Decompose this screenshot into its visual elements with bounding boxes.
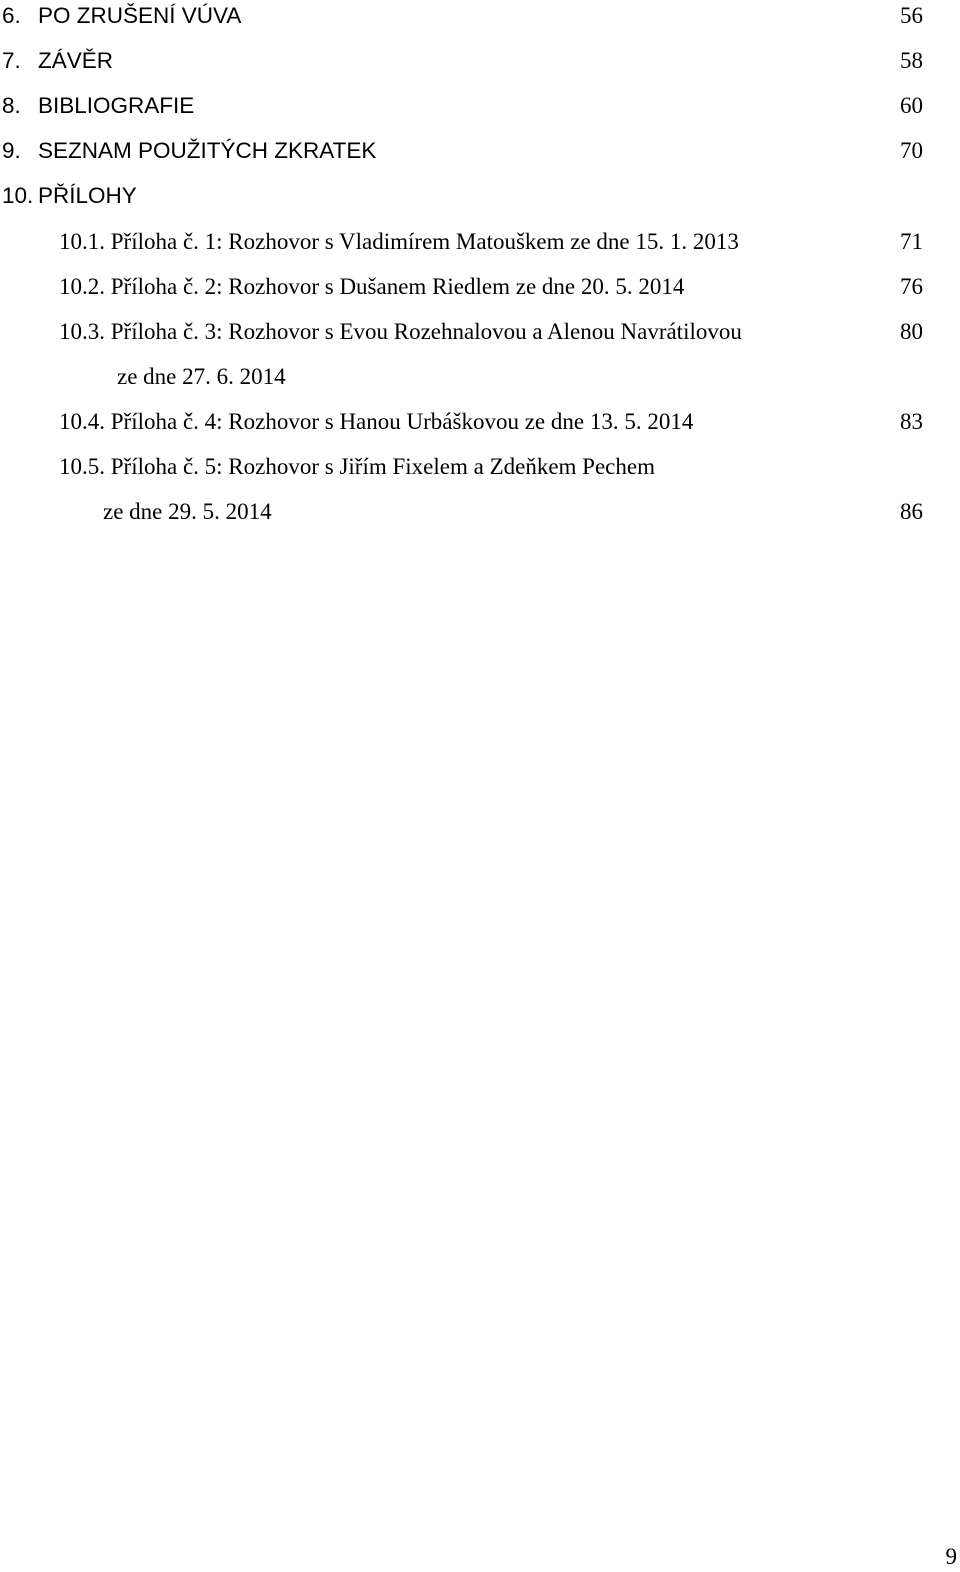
toc-entry-9 (2, 136, 376, 166)
toc-entry-title: PO ZRUŠENÍ VÚVA (38, 3, 242, 28)
toc-page-number: 76 (900, 274, 923, 299)
toc-entry-10-3 (59, 317, 742, 347)
toc-page-number: 56 (900, 3, 923, 28)
toc-entry-number: 8. (2, 93, 21, 118)
toc-page-number: 83 (900, 409, 923, 434)
toc-entry-number: 7. (2, 48, 21, 73)
toc-entry-title-continuation: ze dne 29. 5. 2014 (103, 499, 272, 524)
toc-entry-title-continuation: ze dne 27. 6. 2014 (117, 364, 286, 389)
toc-entry-7 (2, 46, 113, 76)
toc-entry-10-5-continuation (103, 497, 272, 527)
toc-entry-title: BIBLIOGRAFIE (38, 93, 195, 118)
toc-entry-title: 10.1. Příloha č. 1: Rozhovor s Vladimírem Matouškem ze dne 15. 1. 2013 (59, 229, 739, 254)
toc-entry-title: 10.3. Příloha č. 3: Rozhovor s Evou Rozehnalovou a Alenou Navrátilovou (59, 319, 742, 344)
toc-entry-title: 10.4. Příloha č. 4: Rozhovor s Hanou Urbáškovou ze dne 13. 5. 2014 (59, 409, 694, 434)
toc-entry-10-1 (59, 227, 739, 257)
page-folio-number: 9 (945, 1544, 957, 1569)
toc-entry-title: PŘÍLOHY (38, 183, 137, 208)
toc-entry-title: ZÁVĚR (38, 48, 114, 73)
toc-entry-number: 10. (2, 183, 34, 208)
toc-page-number: 70 (900, 138, 923, 163)
toc-entry-title: 10.5. Příloha č. 5: Rozhovor s Jiřím Fixelem a Zdeňkem Pechem (59, 454, 655, 479)
toc-page-number: 86 (900, 499, 923, 524)
toc-entry-10-3-continuation (117, 362, 286, 392)
toc-entry-10 (2, 181, 137, 211)
toc-entry-number: 6. (2, 3, 21, 28)
toc-page-number: 80 (900, 319, 923, 344)
toc-entry-number: 9. (2, 138, 21, 163)
toc-page-number: 60 (900, 93, 923, 118)
toc-page-number: 58 (900, 48, 923, 73)
toc-entry-10-4 (59, 407, 693, 437)
toc-entry-10-5 (59, 452, 655, 482)
toc-entry-10-2 (59, 272, 684, 302)
toc-entry-title: SEZNAM POUŽITÝCH ZKRATEK (38, 138, 377, 163)
toc-page-number: 71 (900, 229, 923, 254)
toc-entry-title: 10.2. Příloha č. 2: Rozhovor s Dušanem Riedlem ze dne 20. 5. 2014 (59, 274, 685, 299)
toc-entry-8 (2, 91, 194, 121)
toc-entry-6 (2, 1, 241, 31)
